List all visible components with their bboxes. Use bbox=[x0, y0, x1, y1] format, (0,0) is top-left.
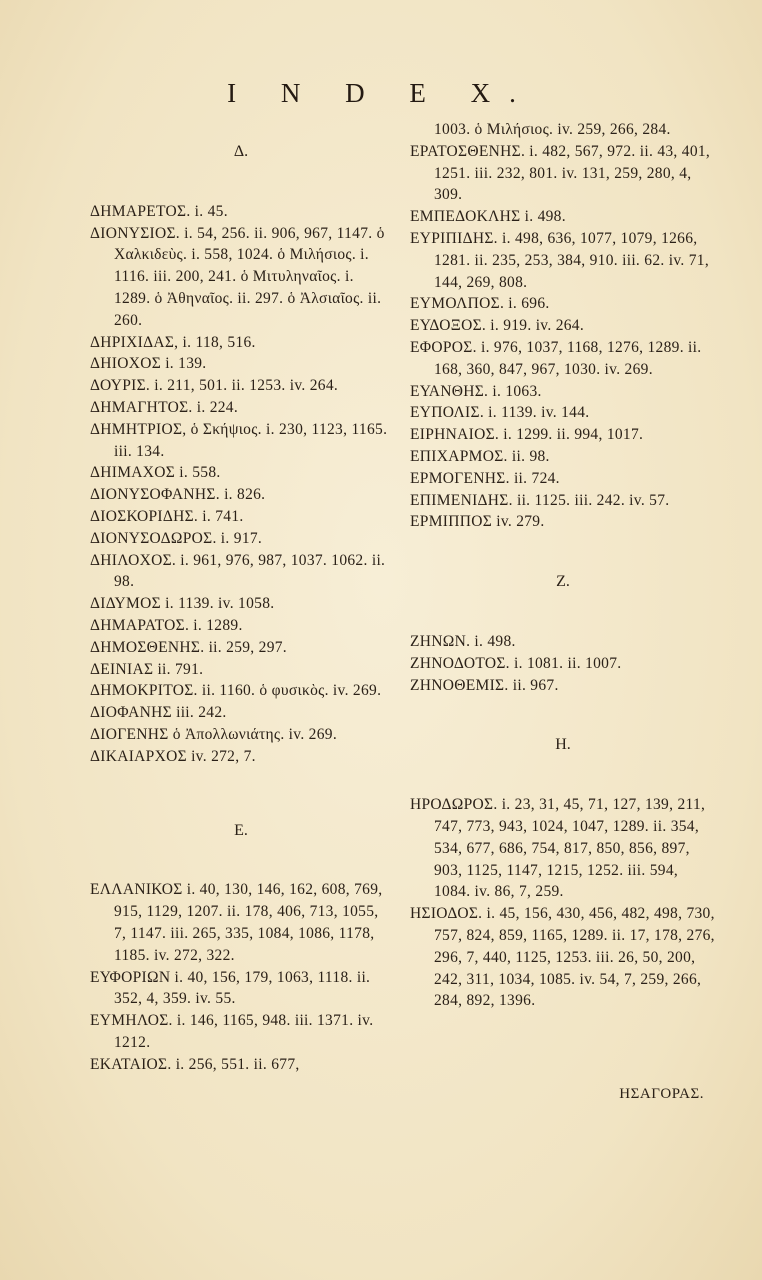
index-entry: ΔΙΟΝΥΣΙΟΣ. i. 54, 256. ii. 906, 967, 1147. ὁ Χαλκιδεὺς. i. 558, 1024. ὁ Μιλήσιος. i. 1116. iii. 200, 241. ὁ Μιτυληναῖος. i. 1289. ὁ Ἀθηναῖος. ii. 297. ὁ Ἀλσιαῖος. ii. 260. bbox=[90, 224, 385, 329]
page-title: I N D E X. bbox=[227, 78, 535, 108]
section-letter-eta: Η. bbox=[555, 736, 571, 754]
index-entry: ΔΟΥΡΙΣ. i. 211, 501. ii. 1253. iv. 264. bbox=[90, 377, 339, 395]
index-entry: ΔΗΜΟΚΡΙΤΟΣ. ii. 1160. ὁ φυσικὸς. iv. 269. bbox=[90, 682, 382, 700]
index-entry: ΔΙΟΣΚΟΡΙΔΗΣ. i. 741. bbox=[90, 507, 244, 525]
index-entry: ΕΥΡΙΠΙΔΗΣ. i. 498, 636, 1077, 1079, 1266, 1281. ii. 235, 253, 384, 910. iii. 62. iv. 71, 144, 269, 808. bbox=[410, 229, 710, 291]
index-entry: ΗΡΟΔΩΡΟΣ. i. 23, 31, 45, 71, 127, 139, 211, 747, 773, 943, 1024, 1047, 1289. ii. 354, 534, 677, 686, 754, 817, 850, 856, 897, 903, 1125, 1147, 1215, 1252. iii. 594, 1084. iv. 86, 7, 259. bbox=[410, 796, 706, 901]
section-letter-delta: Δ. bbox=[233, 143, 249, 160]
index-entry: ΕΠΙΜΕΝΙΔΗΣ. ii. 1125. iii. 242. iv. 57. bbox=[410, 491, 670, 509]
catchword: ΗΣΑΓΟΡΑΣ. bbox=[619, 1086, 704, 1102]
index-entry: ΕΛΛΑΝΙΚΟΣ i. 40, 130, 146, 162, 608, 769, 915, 1129, 1207. ii. 178, 406, 713, 1055, 7, 1147. iii. 265, 335, 1084, 1086, 1178, 1185. iv. 272, 322. bbox=[90, 881, 383, 964]
index-entry: ΕΥΑΝΘΗΣ. i. 1063. bbox=[410, 382, 542, 400]
index-entry: ΔΗΙΜΑΧΟΣ i. 558. bbox=[90, 464, 221, 482]
index-entry: ΔΗΜΑΓΗΤΟΣ. i. 224. bbox=[90, 398, 239, 416]
index-entry: ΕΙΡΗΝΑΙΟΣ. i. 1299. ii. 994, 1017. bbox=[410, 426, 644, 444]
index-entry: ΕΥΠΟΛΙΣ. i. 1139. iv. 144. bbox=[410, 404, 590, 422]
left-column bbox=[90, 141, 392, 1075]
index-entry: ΔΗΙΛΟΧΟΣ. i. 961, 976, 987, 1037. 1062. ii. 98. bbox=[90, 551, 386, 591]
section-letter-zeta: Ζ. bbox=[556, 573, 570, 591]
index-entry: ΖΗΝΟΘΕΜΙΣ. ii. 967. bbox=[410, 676, 559, 694]
index-entry: ΔΗΜΑΡΕΤΟΣ. i. 45. bbox=[90, 202, 228, 220]
index-entry: ΔΙΟΓΕΝΗΣ ὁ Ἀπολλωνιάτης. iv. 269. bbox=[90, 725, 338, 743]
index-entry: ΕΥΜΟΛΠΟΣ. i. 696. bbox=[410, 295, 550, 313]
index-entry: ΖΗΝΩΝ. i. 498. bbox=[410, 632, 516, 650]
index-entry: ΕΜΠΕΔΟΚΛΗΣ i. 498. bbox=[410, 208, 566, 226]
index-entry: ΔΙΚΑΙΑΡΧΟΣ iv. 272, 7. bbox=[90, 747, 256, 765]
index-entry: ΔΕΙΝΙΑΣ ii. 791. bbox=[90, 660, 204, 678]
index-entry: ΕΡΜΙΠΠΟΣ iv. 279. bbox=[410, 513, 545, 531]
index-entry: ΕΦΟΡΟΣ. i. 976, 1037, 1168, 1276, 1289. ii. 168, 360, 847, 967, 1030. iv. 269. bbox=[410, 338, 702, 378]
index-entry: ΔΗΜΗΤΡΙΟΣ, ὁ Σκήψιος. i. 230, 1123, 1165. iii. 134. bbox=[90, 420, 388, 460]
index-entry: ΔΗΜΑΡΑΤΟΣ. i. 1289. bbox=[90, 616, 243, 634]
index-entry: ΕΡΑΤΟΣΘΕΝΗΣ. i. 482, 567, 972. ii. 43, 401, 1251. iii. 232, 801. iv. 131, 259, 280, 4, 309. bbox=[410, 142, 711, 204]
index-entry: ΕΥΔΟΞΟΣ. i. 919. iv. 264. bbox=[410, 317, 585, 335]
index-entry: ΔΙΟΦΑΝΗΣ iii. 242. bbox=[90, 704, 227, 722]
index-entry: ΕΥΜΗΛΟΣ. i. 146, 1165, 948. iii. 1371. iv. 1212. bbox=[90, 1012, 374, 1051]
continued-entry: 1003. ὁ Μιλήσιος. iv. 259, 266, 284. bbox=[434, 121, 671, 138]
index-entry: ΕΠΙΧΑΡΜΟΣ. ii. 98. bbox=[410, 447, 550, 465]
index-entry: ΔΗΡΙΧΙΔΑΣ, i. 118, 516. bbox=[90, 333, 256, 351]
index-entry: ΔΙΟΝΥΣΟΦΑΝΗΣ. i. 826. bbox=[90, 486, 266, 504]
index-entry: ΔΙΔΥΜΟΣ i. 1139. iv. 1058. bbox=[90, 595, 275, 613]
index-entry: ΕΡΜΟΓΕΝΗΣ. ii. 724. bbox=[410, 469, 560, 487]
index-entry: ΖΗΝΟΔΟΤΟΣ. i. 1081. ii. 1007. bbox=[410, 654, 622, 672]
right-column bbox=[410, 119, 716, 1012]
index-entry: ΔΗΜΟΣΘΕΝΗΣ. ii. 259, 297. bbox=[90, 638, 287, 656]
index-entry: ΗΣΙΟΔΟΣ. i. 45, 156, 430, 456, 482, 498, 730, 757, 824, 859, 1165, 1289. ii. 17, 178, 276, 296, 7, 440, 1125, 1253. iii. 26, 50, 200, 242, 311, 1034, 1085. iv. 54, 7, 259, 266, 284, 892, 1396. bbox=[410, 905, 715, 1010]
section-letter-epsilon: Ε. bbox=[234, 821, 248, 839]
index-entry: ΕΥΦΟΡΙΩΝ i. 40, 156, 179, 1063, 1118. ii. 352, 4, 359. iv. 55. bbox=[90, 968, 371, 1008]
index-entry: ΕΚΑΤΑΙΟΣ. i. 256, 551. ii. 677, bbox=[90, 1055, 300, 1073]
index-entry: ΔΗΙΟΧΟΣ i. 139. bbox=[90, 355, 207, 373]
index-entry: ΔΙΟΝΥΣΟΔΩΡΟΣ. i. 917. bbox=[90, 529, 263, 547]
